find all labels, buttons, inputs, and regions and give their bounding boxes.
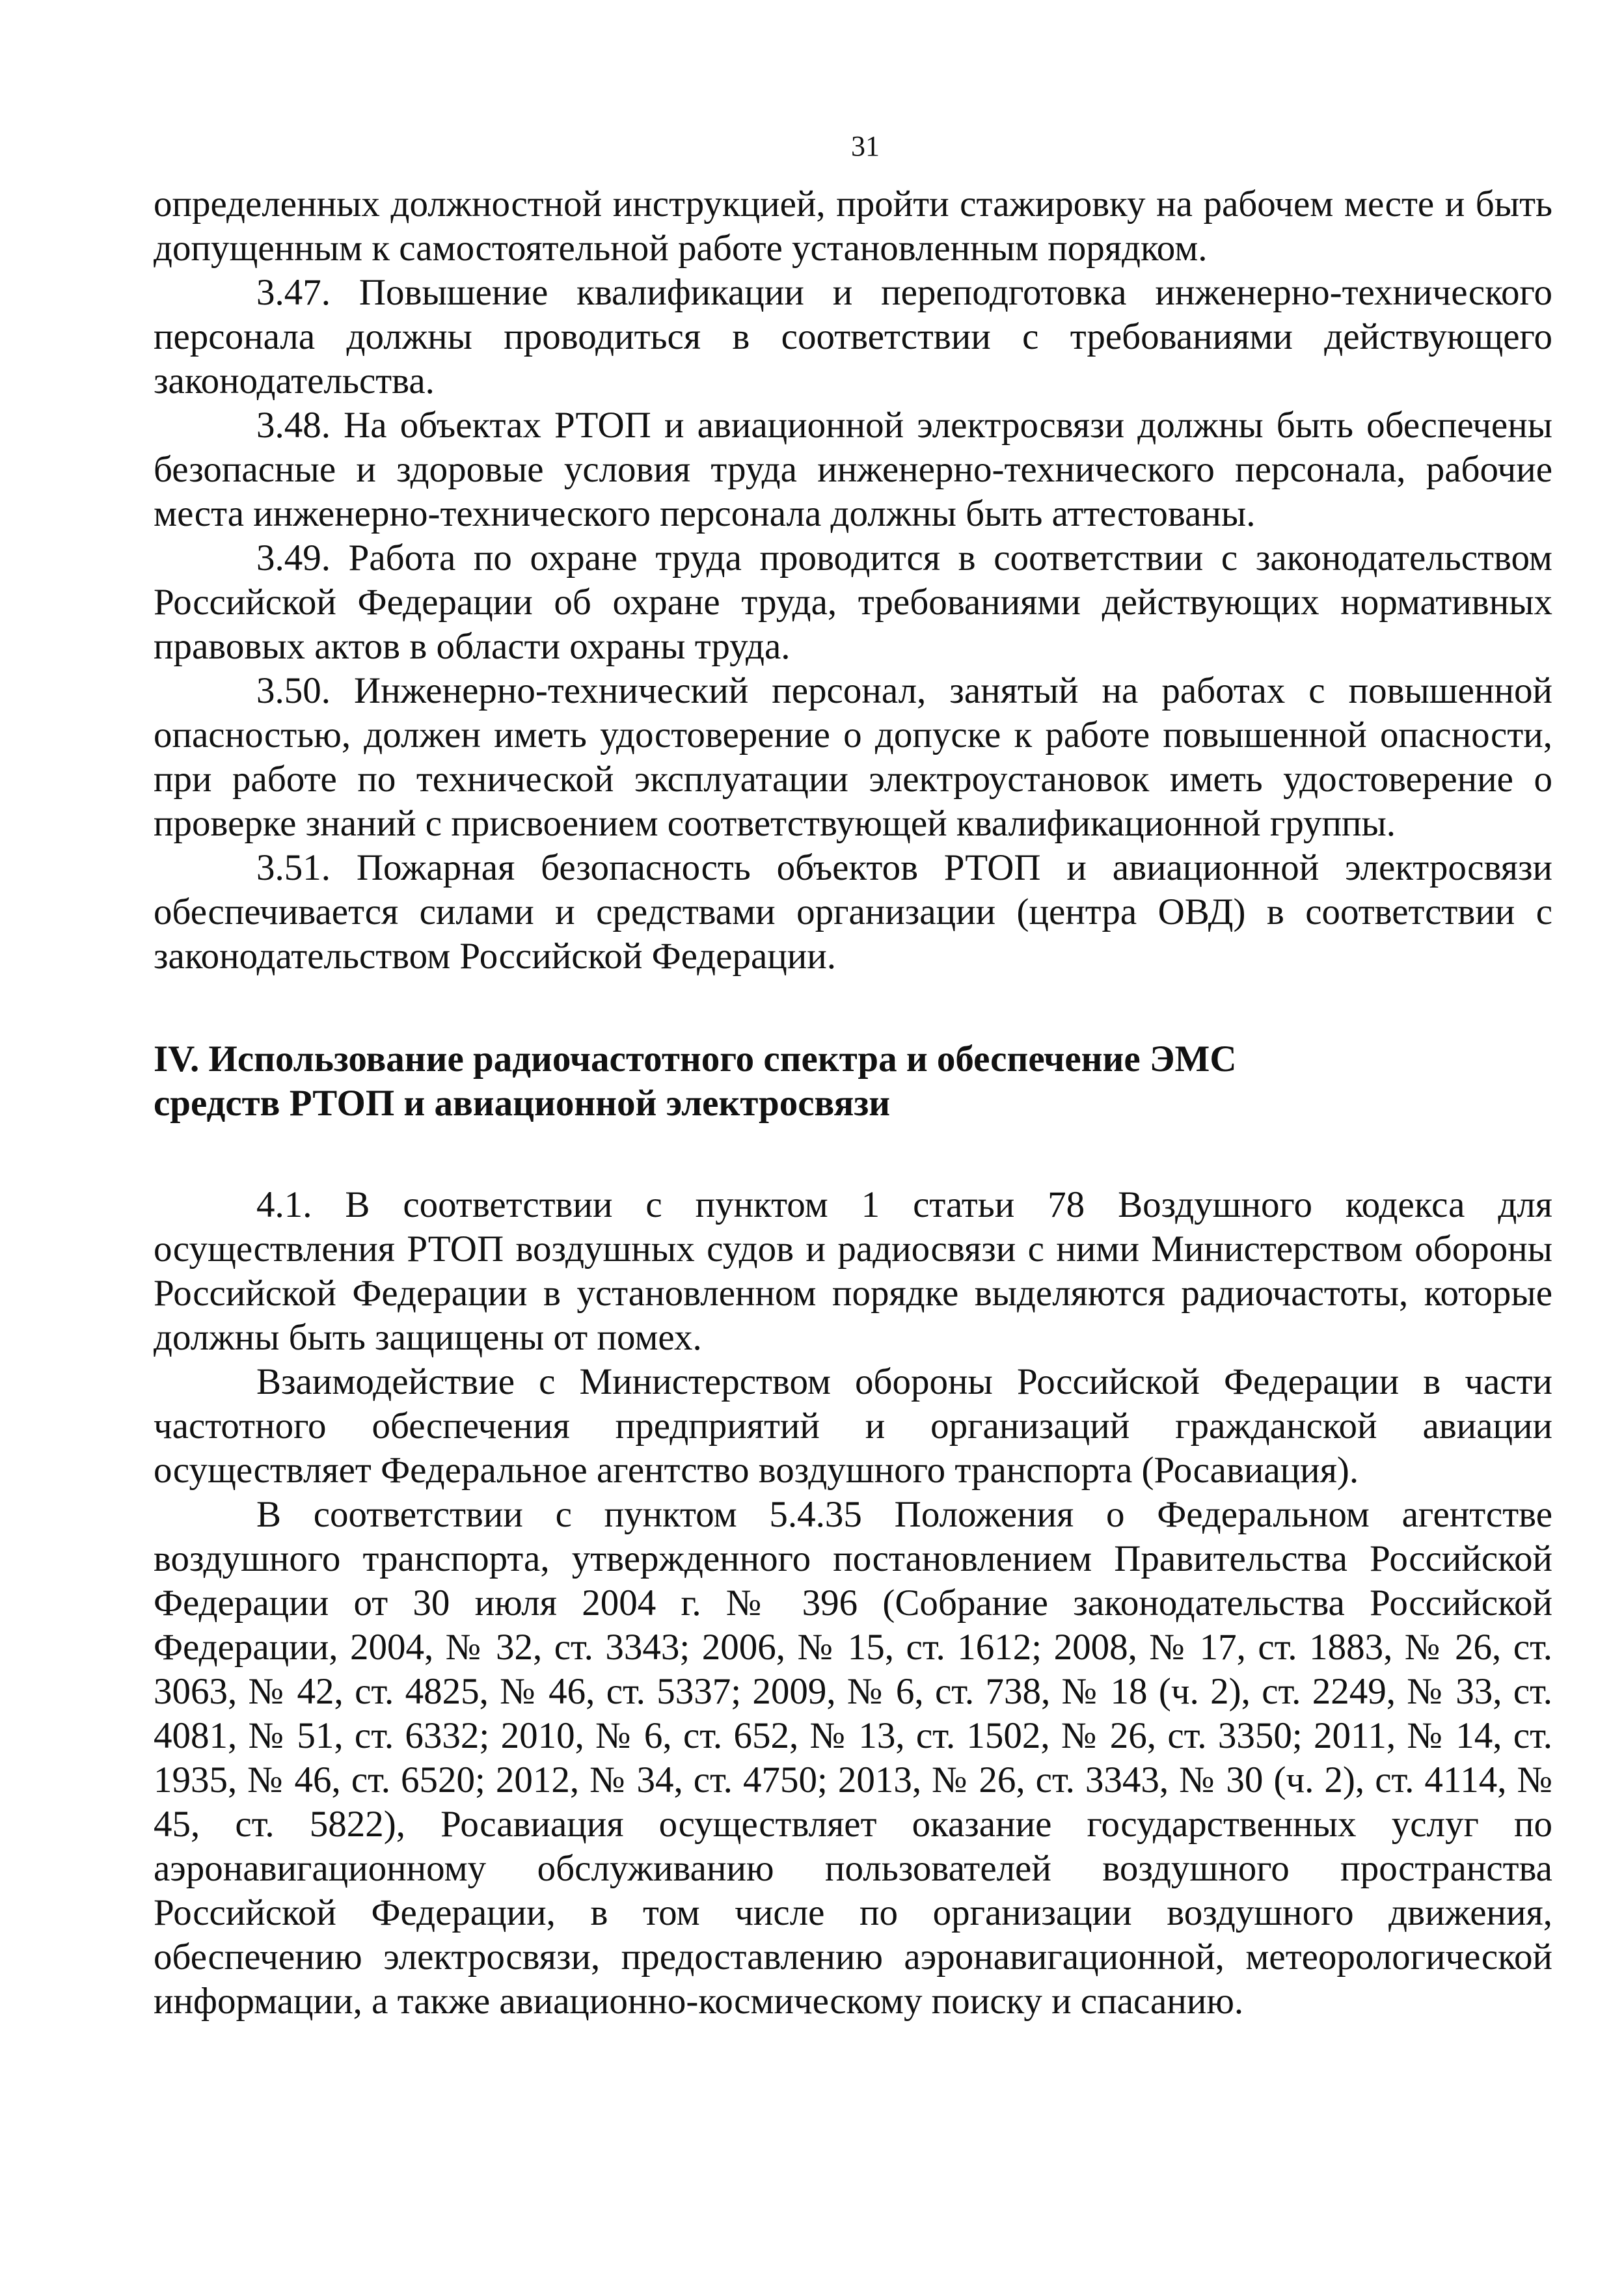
paragraph-continuation: определенных должностной инструкцией, пройти стажировку на рабочем месте и быть допущенным к самостоятельной работе установленным порядком. xyxy=(154,183,1552,269)
paragraph-interaction: Взаимодействие с Министерством обороны Российской Федерации в части частотного обеспечения предприятий и организаций гражданской авиации осуществляет Федеральное агентство воздушного транспорта (Росавиация). xyxy=(154,1361,1552,1491)
section-heading-line-2: средств РТОП и авиационной электросвязи xyxy=(154,1083,891,1124)
paragraph-3-48: 3.48. На объектах РТОП и авиационной электросвязи должны быть обеспечены безопасные и здоровые условия труда инженерно-технического персонала, рабочие места инженерно-технического персонала должны быть аттестованы. xyxy=(154,405,1552,534)
paragraph-3-47: 3.47. Повышение квалификации и переподготовка инженерно-технического персонала должны проводиться в соответствии с требованиями действующего законодательства. xyxy=(154,272,1552,401)
paragraph-3-49: 3.49. Работа по охране труда проводится в соответствии с законодательством Российской Федерации об охране труда, требованиями действующих нормативных правовых актов в области охраны труда. xyxy=(154,537,1552,667)
document-body xyxy=(154,182,1552,2024)
paragraph-3-51: 3.51. Пожарная безопасность объектов РТОП и авиационной электросвязи обеспечивается силами и средствами организации (центра ОВД) в соответствии с законодательством Российской Федерации. xyxy=(154,847,1552,977)
section-heading xyxy=(154,1037,1552,1126)
paragraph-rosaviatsiya: В соответствии с пунктом 5.4.35 Положения о Федеральном агентстве воздушного транспорта, утвержденного постановлением Правительства Российской Федерации от 30 июля 2004 г. № 396 (Собрание законодательства Российской Федерации, 2004, № 32, ст. 3343; 2006, № 15, ст. 1612; 2008, № 17, ст. 1883, № 26, ст. 3063, № 42, ст. 4825, № 46, ст. 5337; 2009, № 6, ст. 738, № 18 (ч. 2), ст. 2249, № 33, ст. 4081, № 51, ст. 6332; 2010, № 6, ст. 652, № 13, ст. 1502, № 26, ст. 3350; 2011, № 14, ст. 1935, № 46, ст. 6520; 2012, № 34, ст. 4750; 2013, № 26, ст. 3343, № 30 (ч. 2), ст. 4114, № 45, ст. 5822), Росавиация осуществляет оказание государственных услуг по аэронавигационному обслуживанию пользователей воздушного пространства Российской Федерации, в том числе по организации воздушного движения, обеспечению электросвязи, предоставлению аэронавигационной, метеорологической информации, а также авиационно-космическому поиску и спасанию. xyxy=(154,1494,1552,2022)
paragraph-3-50: 3.50. Инженерно-технический персонал, занятый на работах с повышенной опасностью, должен иметь удостоверение о допуске к работе повышенной опасности, при работе по технической эксплуатации электроустановок иметь удостоверение о проверке знаний с присвоением соответствующей квалификационной группы. xyxy=(154,670,1552,844)
page-number: 31 xyxy=(851,130,880,162)
section-heading-line-1: IV. Использование радиочастотного спектра и обеспечение ЭМС xyxy=(154,1039,1237,1080)
paragraph-4-1: 4.1. В соответствии с пунктом 1 статьи 78 Воздушного кодекса для осуществления РТОП воздушных судов и радиосвязи с ними Министерством обороны Российской Федерации в установленном порядке выделяются радиочастоты, которые должны быть защищены от помех. xyxy=(154,1184,1552,1358)
